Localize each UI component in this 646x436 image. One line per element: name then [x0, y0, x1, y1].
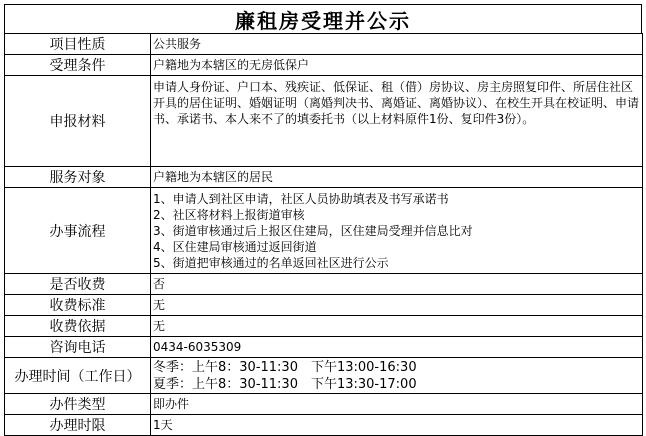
row-value-time-limit: 1天 — [151, 415, 643, 436]
table-row — [5, 415, 643, 436]
process-step: 4、区住建局审核通过返回街道 — [153, 239, 317, 254]
process-step: 3、街道审核通过后上报区住建局，区住建局受理并信息比对 — [153, 223, 473, 238]
page-title: 廉租房受理并公示 — [4, 4, 642, 34]
row-label-fee-basis: 收费依据 — [5, 316, 151, 337]
table-row — [5, 167, 643, 188]
table-row — [5, 55, 643, 76]
row-value-condition: 户籍地为本辖区的无房低保户 — [151, 55, 643, 76]
row-label-materials: 申报材料 — [5, 76, 151, 167]
table-row — [5, 316, 643, 337]
row-value-hours — [151, 358, 643, 394]
row-value-process — [151, 188, 643, 274]
row-value-fee: 否 — [151, 274, 643, 295]
table-row — [5, 76, 643, 167]
row-value-materials — [151, 76, 643, 167]
materials-text: 申请人身份证、户口本、残疾证、低保证、租（借）房协议、房主房照复印件、所居住社区开具的居住证明、婚姻证明（离婚判决书、离婚证、离婚协议）、在校生开具在校证明、申请书、承诺书、本人来不了的填委托书（以上材料原件1份、复印件3份）。 — [153, 80, 640, 126]
row-value-target: 户籍地为本辖区的居民 — [151, 167, 643, 188]
row-label-fee-standard: 收费标准 — [5, 295, 151, 316]
row-value-fee-basis: 无 — [151, 316, 643, 337]
row-label-hours: 办理时间（工作日） — [5, 358, 151, 394]
hours-winter: 冬季：上午8：30-11:30 下午13:00-16:30 — [153, 359, 417, 375]
table-row — [5, 394, 643, 415]
info-table — [4, 33, 643, 436]
process-step: 5、街道把审核通过的名单返回社区进行公示 — [153, 255, 389, 270]
table-row — [5, 295, 643, 316]
row-label-target: 服务对象 — [5, 167, 151, 188]
row-label-condition: 受理条件 — [5, 55, 151, 76]
table-row — [5, 34, 643, 55]
row-value-type: 即办件 — [151, 394, 643, 415]
row-value-phone: 0434-6035309 — [151, 337, 643, 358]
row-label-fee: 是否收费 — [5, 274, 151, 295]
hours-summer: 夏季：上午8：30-11:30 下午13:30-17:00 — [153, 376, 417, 392]
service-sheet — [4, 4, 642, 434]
row-value-fee-standard: 无 — [151, 295, 643, 316]
row-label-time-limit: 办理时限 — [5, 415, 151, 436]
table-row — [5, 274, 643, 295]
table-row — [5, 337, 643, 358]
row-value-nature: 公共服务 — [151, 34, 643, 55]
table-row — [5, 188, 643, 274]
row-label-nature: 项目性质 — [5, 34, 151, 55]
table-row — [5, 358, 643, 394]
row-label-process: 办事流程 — [5, 188, 151, 274]
row-label-phone: 咨询电话 — [5, 337, 151, 358]
process-step: 1、申请人到社区申请，社区人员协助填表及书写承诺书 — [153, 191, 449, 206]
process-step: 2、社区将材料上报街道审核 — [153, 207, 305, 222]
row-label-type: 办件类型 — [5, 394, 151, 415]
